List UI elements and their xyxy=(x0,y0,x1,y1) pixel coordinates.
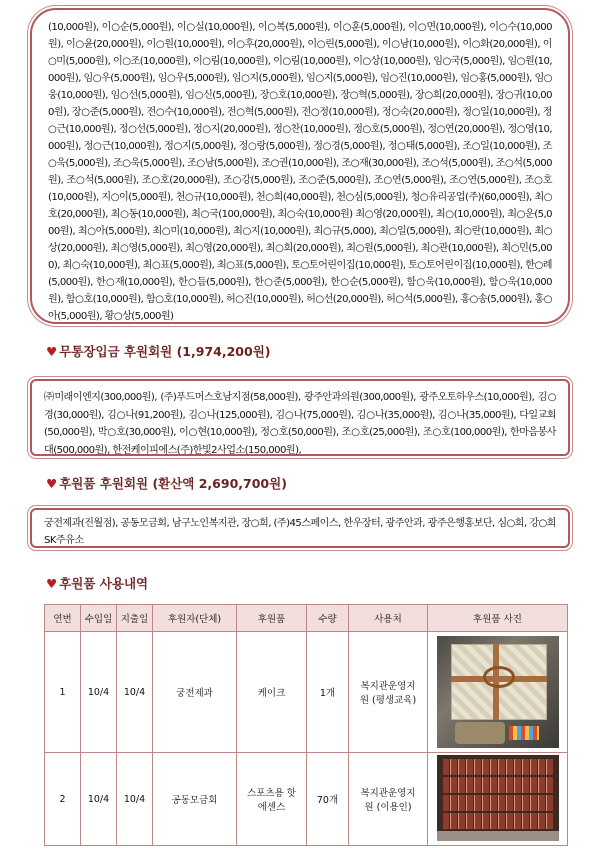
usage-table xyxy=(44,604,568,846)
ribbon-bow xyxy=(483,666,515,688)
header-out-date: 지출일 xyxy=(117,605,153,632)
header-item: 후원품 xyxy=(237,605,307,632)
goods-donor-text: 궁전제과(진월점), 공동모금회, 남구노인복지관, 장○희, (주)45스페이스, 한우장터, 광주안과, 광주은행홍보단, 심○희, 강○희 SK주유소 xyxy=(44,518,556,546)
cake-photo xyxy=(437,636,559,748)
heart-icon: ♥ xyxy=(46,344,58,359)
cell-item: 스포츠용 핫에센스 xyxy=(237,753,307,846)
sports-essence-photo xyxy=(437,755,559,841)
header-in-date: 수입일 xyxy=(81,605,117,632)
cell-out-date: 10/4 xyxy=(117,753,153,846)
table-row xyxy=(45,753,568,846)
table-header-row xyxy=(45,605,568,632)
bank-transfer-box xyxy=(30,379,570,456)
header-qty: 수량 xyxy=(307,605,349,632)
candles xyxy=(509,726,539,740)
cell-in-date: 10/4 xyxy=(81,753,117,846)
goods-donor-title: ♥ 후원품 후원회원 (환산액 2,690,700원) xyxy=(46,476,287,491)
cell-qty: 70개 xyxy=(307,753,349,846)
table-row xyxy=(45,632,568,753)
heart-icon: ♥ xyxy=(46,476,58,491)
cell-donor: 공동모금회 xyxy=(153,753,237,846)
cell-item: 케이크 xyxy=(237,632,307,753)
cell-photo xyxy=(428,753,568,846)
donor-list-text: (10,000원), 이○순(5,000원), 이○실(10,000원), 이○복(5,000원), 이○훈(5,000원), 이○면(10,000원), 이○수(10,000원), 이○윤(20,000원), 이○원(10,000원), 이○후(20,000원), 이○린(5,000원), 이○남(10,000원), 이○화(20,000원), 이○미(5,000원), 이○조(10,000원), 이○림(10,000원), 이○림(10,000원), 이○상(10,000원), 임○국(5,000원), 임○원(10,000원), 임○우(5,000원), 임○우(5,000원), 임○지(5,000원), 임○지(5,000원), 임○진(10,000원), 임○홍(5,000원), 임○웅(10,000원), 임○선(5,000원), 임○신(5,000원), 장○호(10,000원), 장○혁(5,000원), 장○희(20,000원), 장○귀(10,000원), 장○준(5,000원), 전○수(10,000원), 전○혁(5,000원), 전○정(10,000원), 정○숙(20,000원), 정○일(10,000원), 정○근(10,000원), 정○선(5,000원), 정○지(20,000원), 정○찬(10,000원), 정○호(5,000원), 정○연(20,000원), 정○영(10,000원), 정○근(10,000원), 정○지(5,000원), 정○랑(5,000원), 정○경(5,000원), 정○태(5,000원), 조○일(10,000원), 조○욱(5,000원), 조○욱(5,000원), 조○남(5,000원), 조○권(10,000원), 조○재(30,000원), 조○석(5,000원), 조○석(5,000원), 조○석(5,000원), 조○호(20,000원), 조○강(5,000원), 조○준(5,000원), 조○연(5,000원), 조○연(5,000원), 조○호(10,000원), 지○이(5,000원), 천○규(10,000원), 천○희(40,000원), 천○심(5,000원), 청○유리공업(주)(60,000원), 최○호(20,000원), 최○동(10,000원), 최○국(100,000원), 최○숙(10,000원) 최○영(20,000원), 최○(10,000원), 최○운(5,000원), 최○아(5,000원), 최○미(10,000원), 최○지(10,000원), 최○규(5,000), 최○일(5,000원), 최○란(10,000원), 최○상(20,000원), 최○영(5,000원), 최○영(20,000원), 최○희(20,000원), 최○원(5,000원), 최○관(10,000원), 최○민(5,000), 최○숙(10,000원), 최○표(5,000원), 최○표(5,000원), 토○토어린이집(10,000원), 토○토어린이집(10,000원), 한○례(5,000원), 한○재(10,000원), 한○듬(5,000원), 한○준(5,000원), 한○순(5,000원), 함○욱(10,000원), 함○욱(10,000원), 함○호(10,000원), 함○호(10,000원), 허○진(10,000원), 허○선(20,000원), 허○석(5,000원), 홍○송(5,000원), 홍○아(5,000원), 황○상(5,000원) xyxy=(48,22,552,322)
header-photo: 후원품 사진 xyxy=(428,605,568,632)
cell-donor: 궁전제과 xyxy=(153,632,237,753)
usage-title: ♥ 후원품 사용내역 xyxy=(46,576,149,591)
bank-transfer-text: ㈜미래이엔지(300,000원), (주)푸드머스호남지점(58,000원), 광주안과의원(300,000원), 광주오토하우스(10,000원), 김○경(30,000원), 김○나(91,200원), 김○나(125,000원), 김○나(75,000원), 김○나(35,000원), 김○나(35,000원), 다일교회(50,000원), 박○호(30,000원), 이○현(10,000원), 정○호(50,000원), 조○호(25,000원), 조○호(100,000원), 한마음봉사대(500,000원), 한전케이피에스(주)한빛2사업소(150,000원), xyxy=(44,392,556,456)
cell-out-date: 10/4 xyxy=(117,632,153,753)
goods-donor-box xyxy=(30,508,570,548)
heart-icon: ♥ xyxy=(46,576,58,591)
cell-in-date: 10/4 xyxy=(81,632,117,753)
header-place: 사용처 xyxy=(349,605,428,632)
header-donor: 후원자(단체) xyxy=(153,605,237,632)
header-no: 연번 xyxy=(45,605,81,632)
cell-place: 복지관운영지원 (평생교육) xyxy=(349,632,428,753)
cell-qty: 1개 xyxy=(307,632,349,753)
cell-place: 복지관운영지원 (이용인) xyxy=(349,753,428,846)
bank-transfer-title: ♥ 무통장입금 후원회원 (1,974,200원) xyxy=(46,344,271,359)
cell-photo xyxy=(428,632,568,753)
cell-no: 1 xyxy=(45,632,81,753)
donor-list-box xyxy=(30,8,570,324)
cell-no: 2 xyxy=(45,753,81,846)
